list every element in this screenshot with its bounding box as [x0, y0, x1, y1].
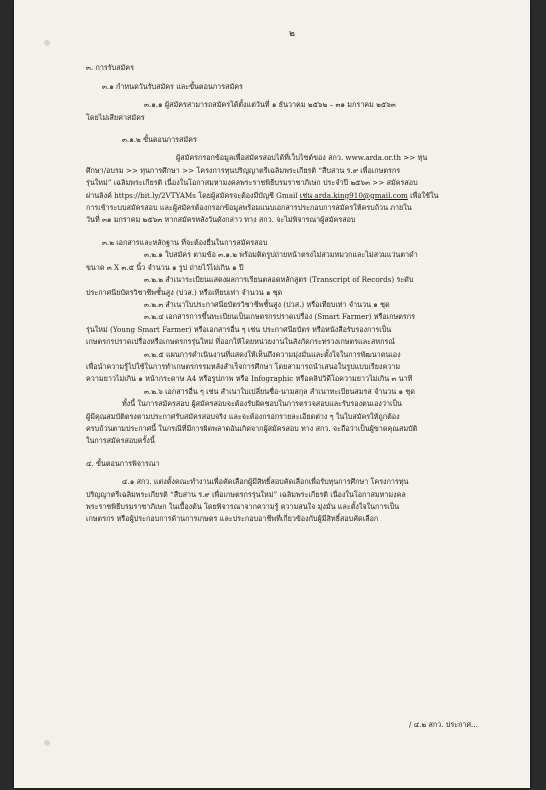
section-3-2-1-line: ๓.๒.๑ ใบสมัคร ตามข้อ ๓.๑.๒ พร้อมติดรูปถ่ายหน้าตรงไม่สวมหมวกและไม่สวมแว่นตาดำ: [144, 250, 418, 260]
applicant-note-line: ผู้มีคุณสมบัติตรงตามประกาศรับสมัครสอบจริง และจะต้องกรอกรายละเอียดต่าง ๆ ในใบสมัครให้ถูกต้อง: [86, 411, 400, 421]
punch-hole: [44, 40, 50, 46]
section-4-1-line: ปริญญาตรีเฉลิมพระเกียรติ “สืบสาน ร.๙ เพื่อเกษตรกรรุ่นใหม่” เฉลิมพระเกียรติ เนื่องในโอกาสมหามงคล: [86, 489, 406, 499]
section-3-2-5-line: ความยาวไม่เกิน ๑ หน้ากระดาษ A4 หรือรูปภาพ หรือ Infographic หรือคลิปวิดีโอความยาวไม่เกิน ๓ นาที: [86, 374, 413, 384]
section-4-1-line: ๔.๑ สกว. แต่งตั้งคณะทำงานเพื่อคัดเลือกผู้มีสิทธิ์สอบคัดเลือกเพื่อรับทุนการศึกษา โครงการทุน: [122, 477, 409, 487]
applicant-note-line: ในการสมัครสอบครั้งนี้: [86, 436, 155, 446]
section-3-1-1-line: ๓.๑.๑ ผู้สมัครสามารถสมัครได้ตั้งแต่วันที่ ๑ ธันวาคม ๒๕๖๒ – ๓๑ มกราคม ๒๕๖๓: [144, 100, 396, 110]
section-3-1-2-line: การเข้าระบบสมัครสอบ และผู้สมัครต้องกรอกข้อมูลพร้อมแนบเอกสารประกอบการสมัครให้ครบถ้วน ภายใน: [86, 203, 412, 213]
register-link-text: ผ่านลิงค์ https://bit.ly/2VTYAMs โดยผู้สมัครจะต้องมีบัญชี Gmail: [86, 190, 300, 200]
section-3-1-2-title: ๓.๑.๒ ขั้นตอนการสมัคร: [122, 135, 197, 145]
section-3-2-3-line: ๓.๒.๓ สำเนาใบประกาศนียบัตรวิชาชีพชั้นสูง (ปวส.) หรือเทียบเท่า จำนวน ๑ ชุด: [144, 299, 390, 309]
section-3-2-4-line: ๓.๒.๔ เอกสารการขึ้นทะเบียนเป็นเกษตรกรปราดเปรื่อง (Smart Farmer) หรือเกษตรกร: [144, 312, 415, 322]
section-3-title: ๓. การรับสมัคร: [86, 63, 134, 73]
section-3-1-2-line: รุ่นใหม่” เฉลิมพระเกียรติ เนื่องในโอกาสมหามงคลพระราชพิธีบรมราชาภิเษก ประจำปี ๒๕๖๓ >> สมัครสอบ: [86, 178, 418, 188]
section-3-2-4-line: รุ่นใหม่ (Young Smart Farmer) หรือเอกสารอื่น ๆ เช่น ประกาศนียบัตร หรือหนังสือรับรองการเป็น: [86, 324, 392, 334]
section-3-2-6-line: ๓.๒.๖ เอกสารอื่น ๆ เช่น สำเนาใบเปลี่ยนชื่อ-นามสกุล สำเนาทะเบียนสมรส จำนวน ๑ ชุด: [144, 386, 415, 396]
section-3-1-2-line: [86, 190, 498, 202]
section-3-2-2-line: ประกาศนียบัตรวิชาชีพชั้นสูง (ปวส.) หรือเทียบเท่า จำนวน ๑ ชุด: [86, 287, 283, 297]
section-3-2-5-line: ๓.๒.๕ แผนการดำเนินงานที่แสดงให้เห็นถึงความมุ่งมั่นและตั้งใจในการพัฒนาตนเอง: [144, 349, 401, 359]
punch-hole: [44, 740, 50, 746]
section-3-2-title: ๓.๒ เอกสารและหลักฐาน ที่จะต้องยื่นในการสมัครสอบ: [102, 237, 268, 247]
section-3-2-1-line: ขนาด ๓ X ๓.๕ นิ้ว จำนวน ๑ รูป ถ่ายไว้ไม่เกิน ๑ ปี: [86, 262, 244, 272]
applicant-note-line: ทั้งนี้ ในการสมัครสอบ ผู้สมัครสอบจะต้องรับผิดชอบในการตรวจสอบและรับรองตนเองว่าเป็น: [122, 399, 402, 409]
section-3-1-2-line: วันที่ ๓๑ มกราคม ๒๕๖๓ หากสมัครหลังวันดังกล่าว ทาง สกว. จะไม่พิจารณาผู้สมัครสอบ: [86, 215, 356, 225]
section-3-1-2-line: ผู้สมัครกรอกข้อมูลเพื่อสมัครสอบได้ที่เว็บไซต์ของ สกว. www.arda.or.th >> ทุน: [176, 153, 428, 163]
section-3-1-title: ๓.๑ กำหนดวันรับสมัคร และขั้นตอนการสมัคร: [102, 81, 243, 91]
section-3-2-4-line: เกษตรกรปราดเปรื่องหรือเกษตรกรรุ่นใหม่ ที่ออกให้โดยหน่วยงานในสังกัดกระทรวงเกษตรและสหกรณ์: [86, 337, 395, 347]
text-fragment: เพื่อใช้ใน: [407, 190, 439, 200]
document-page: [14, 0, 530, 788]
section-3-1-2-line: ศึกษา/อบรม >> ทุนการศึกษา >> โครงการทุนปริญญาตรีเฉลิมพระเกียรติ “สืบสาน ร.๙ เพื่อเกษตรกร: [86, 165, 401, 175]
gmail-example-link[interactable]: เช่น arda.king910@gmail.com: [299, 190, 408, 200]
section-4-title: ๔. ขั้นตอนการพิจารณา: [86, 458, 160, 468]
continuation-note: / ๔.๒ สกว. ประกาศ...: [409, 720, 478, 729]
applicant-note-line: ครบถ้วนตามประกาศนี้ ในกรณีที่มีการผิดพลาดอันเกิดจากผู้สมัครสอบ ทาง สกว. จะถือว่าเป็นผู้ขาดคุณสมบัติ: [86, 423, 418, 433]
section-3-2-5-line: เพื่อนำความรู้ไปใช้ในการทำเกษตรกรรมหลังสำเร็จการศึกษา โดยสามารถนำเสนอในรูปแบบเรียงความ: [86, 361, 401, 371]
section-3-1-1-line: โดยไม่เสียค่าสมัคร: [86, 112, 145, 122]
section-3-2-2-line: ๓.๒.๒ สำเนาระเบียนแสดงผลการเรียนตลอดหลักสูตร (Transcript of Records) ระดับ: [144, 275, 414, 285]
document-body: [86, 14, 498, 526]
section-4-1-line: พระราชพิธีบรมราชาภิเษก ในเบื้องต้น โดยพิจารณาจากความรู้ ความสนใจ มุ่งมั่น และตั้งใจในการเป็น: [86, 502, 400, 511]
section-4-1-line: เกษตรกร หรือผู้ประกอบการด้านการเกษตร และประกอบอาชีพที่เกี่ยวข้องกับผู้มีสิทธิ์สอบคัดเลือก: [86, 514, 379, 524]
page-number: ๒: [289, 29, 295, 39]
